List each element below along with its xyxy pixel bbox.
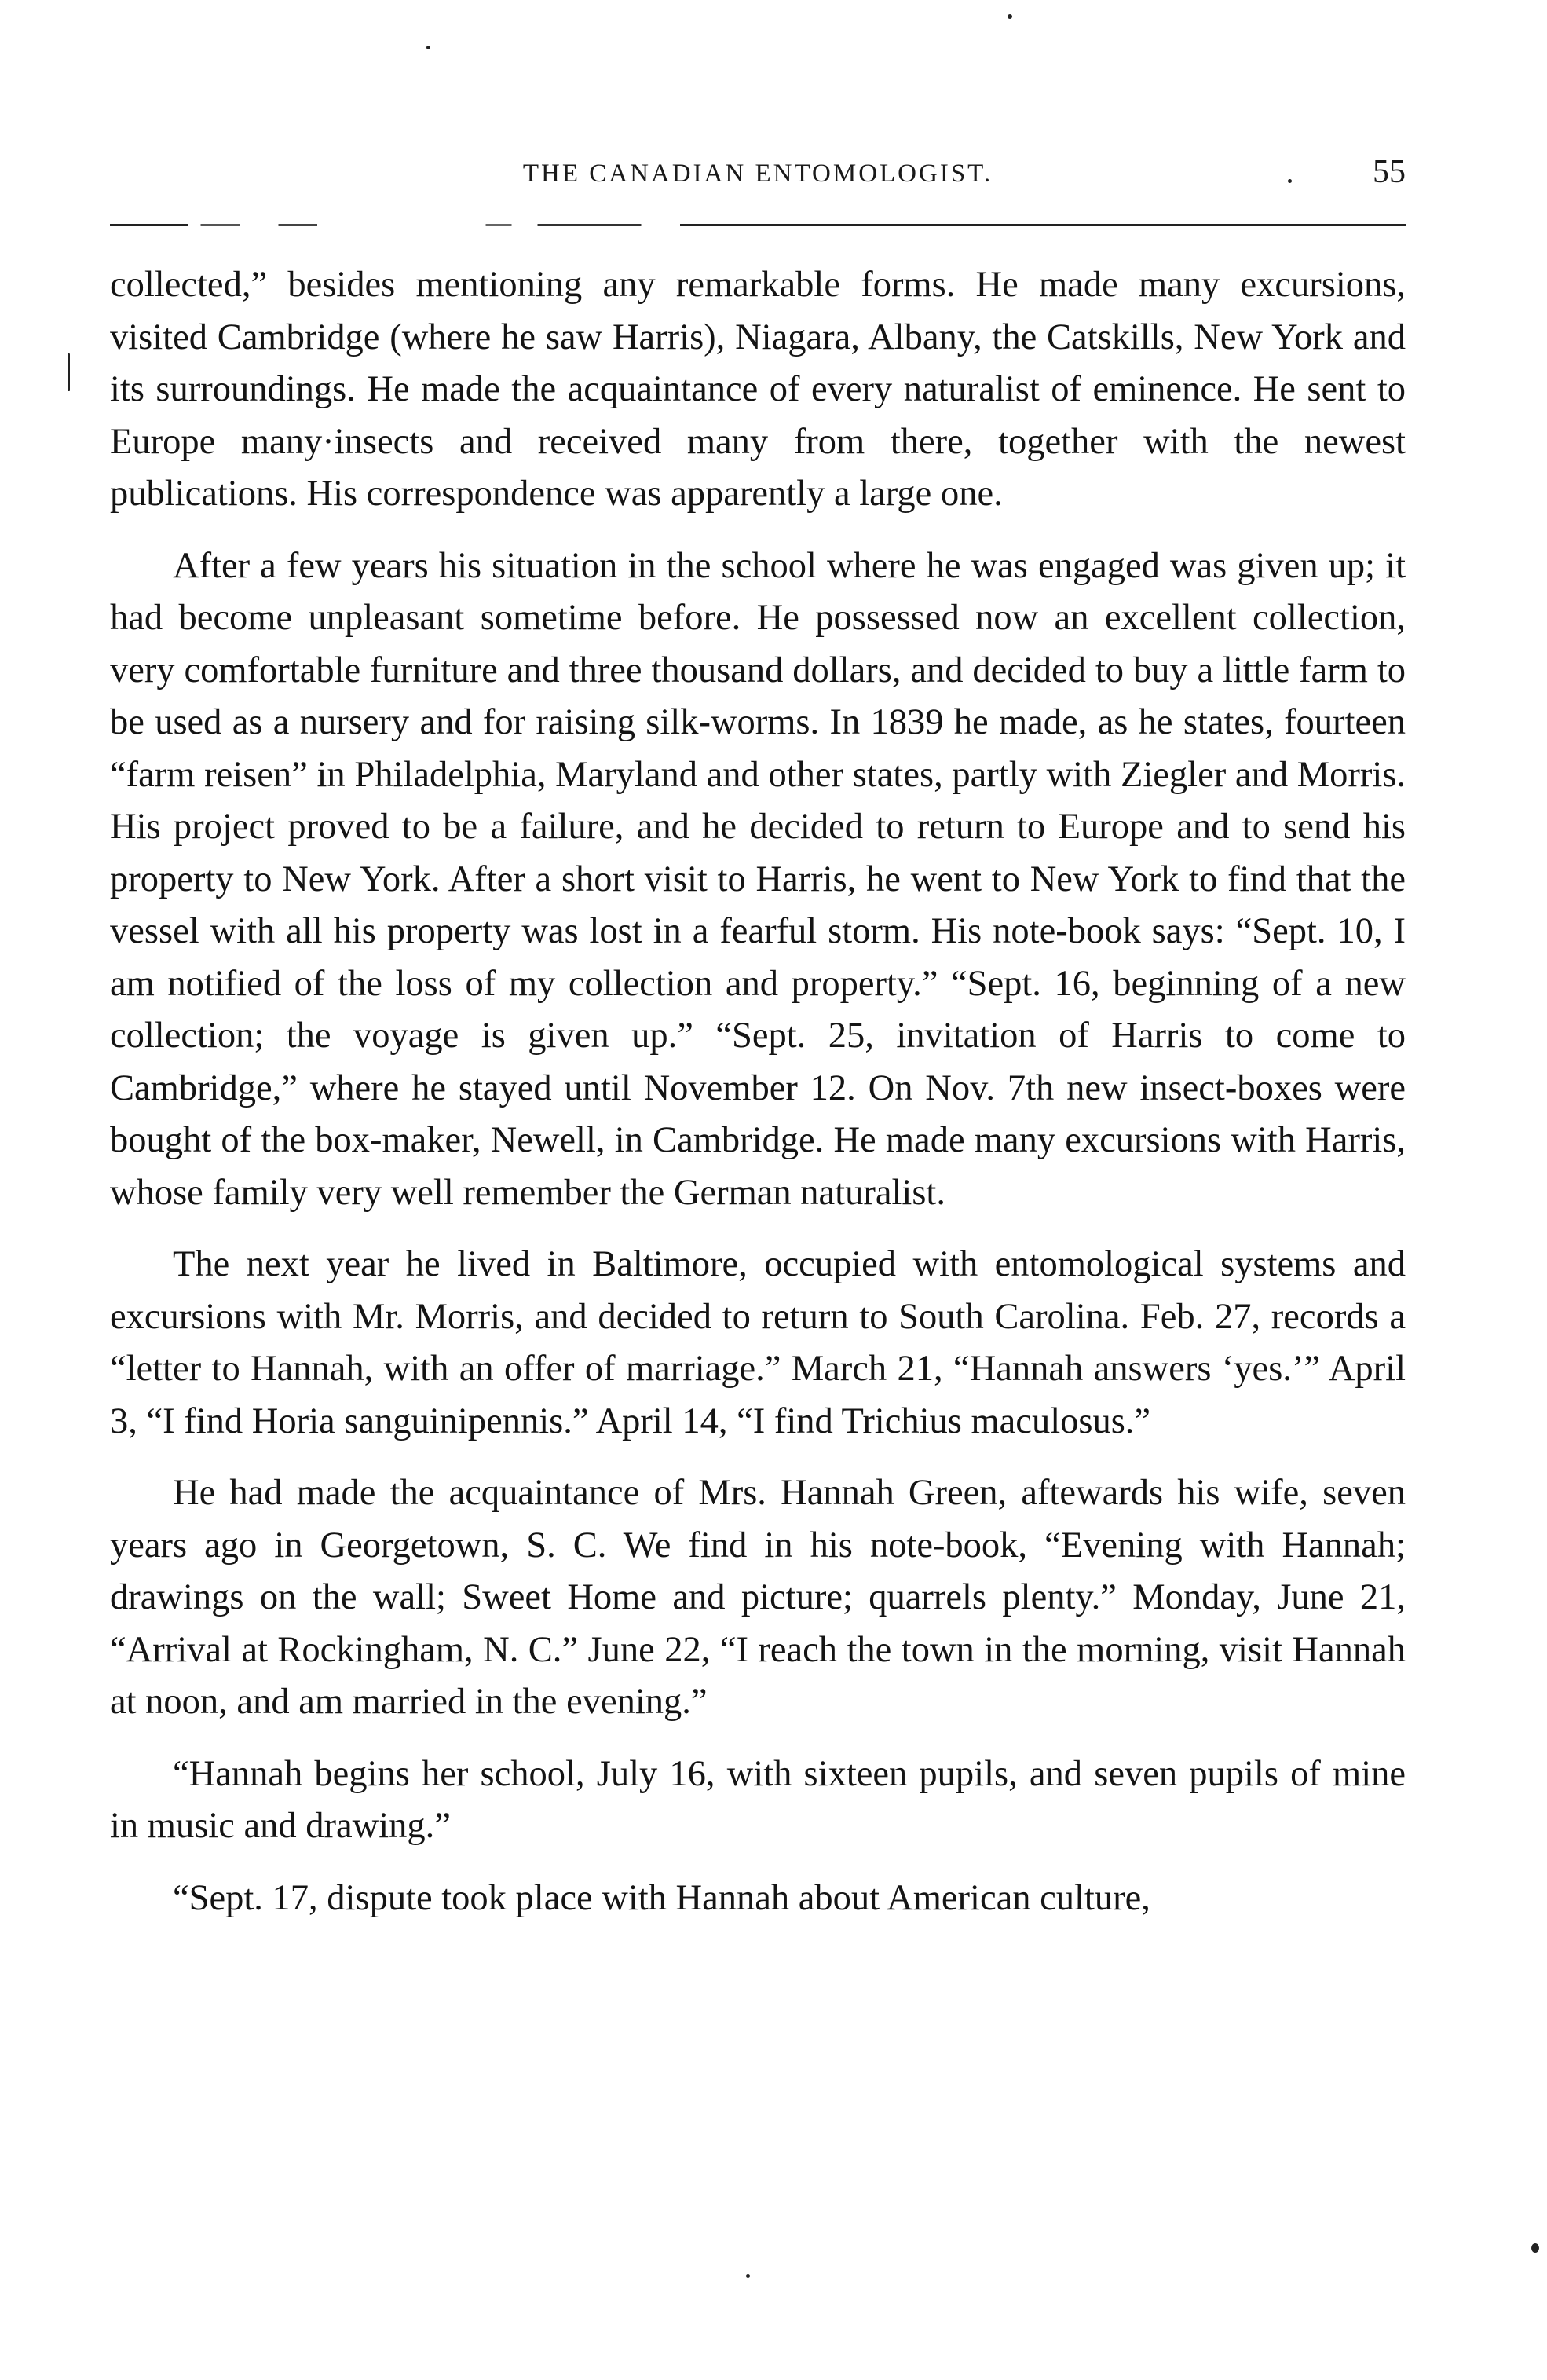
scan-speck [68,353,70,391]
paragraph: “Sept. 17, dispute took place with Hannah about American culture, [173,1877,1150,1918]
running-head: THE CANADIAN ENTOMOLOGIST. [522,159,993,188]
paragraph: After a few years his situation in the school where he was engaged was given up; it had become unpleasant sometime before. He possessed now an excellent collection, very comfortable furniture and three thousand dollars, and decided to buy a little farm to be used as a nursery and for raising silk-worms. In 1839 he made, as he states, fourteen “farm reisen” in Philadelphia, Maryland and other states, partly with Ziegler and Morris. His project proved to be a failure, and he decided to return to Europe and to send his property to New York. After a short visit to Harris, he went to New York to find that the vessel with all his property was lost in a fearful storm. His note-book says: “Sept. 10, I am notified of the loss of my collection and property.” “Sept. 16, beginning of a new collection; the voyage is given up.” “Sept. 25, invitation of Harris to come to Cambridge,” where he stayed until November 12. On Nov. 7th new insect-boxes were bought of the box-maker, Newell, in Cambridge. He made many excursions with Harris, whose family very well remember the German naturalist. [110,545,1406,1213]
scan-speck [1008,14,1012,19]
paragraph: He had made the acquaintance of Mrs. Hannah Green, aftewards his wife, seven years ago in Georgetown, S. C. We find in his note-book, “Evening with Hannah; drawings on the wall; Sweet Home and picture; quarrels plenty.” Monday, June 21, “Arrival at Rockingham, N. C.” June 22, “I reach the town in the morning, visit Hannah at noon, and am married in the evening.” [110,1473,1406,1722]
paragraph: collected,” besides mentioning any remarkable forms. He made many excursions, visited Cambridge (where he saw Harris), Niagara, Albany, the Catskills, New York and its surroundings. He made the acquaintance of every naturalist of eminence. He sent to Europe many·insects and received many from there, together with the newest publications. His correspondence was apparently a large one. [110,265,1406,514]
body-text [110,259,1406,1944]
scan-speck [746,2274,750,2278]
page-header [110,153,1406,200]
scan-speck [1531,2243,1539,2253]
scan-speck [1288,179,1292,183]
scan-speck [426,46,430,49]
header-rule [110,224,1406,226]
paragraph: “Hannah begins her school, July 16, with sixteen pupils, and seven pupils of mine in music and drawing.” [110,1753,1406,1846]
paragraph: The next year he lived in Baltimore, occupied with entomological systems and excursions with Mr. Morris, and decided to return to South Carolina. Feb. 27, records a “letter to Hannah, with an offer of marriage.” March 21, “Hannah answers ‘yes.’” April 3, “I find Horia sanguinipennis.” April 14, “I find Trichius maculosus.” [110,1244,1406,1441]
page-number: 55 [1373,154,1406,190]
